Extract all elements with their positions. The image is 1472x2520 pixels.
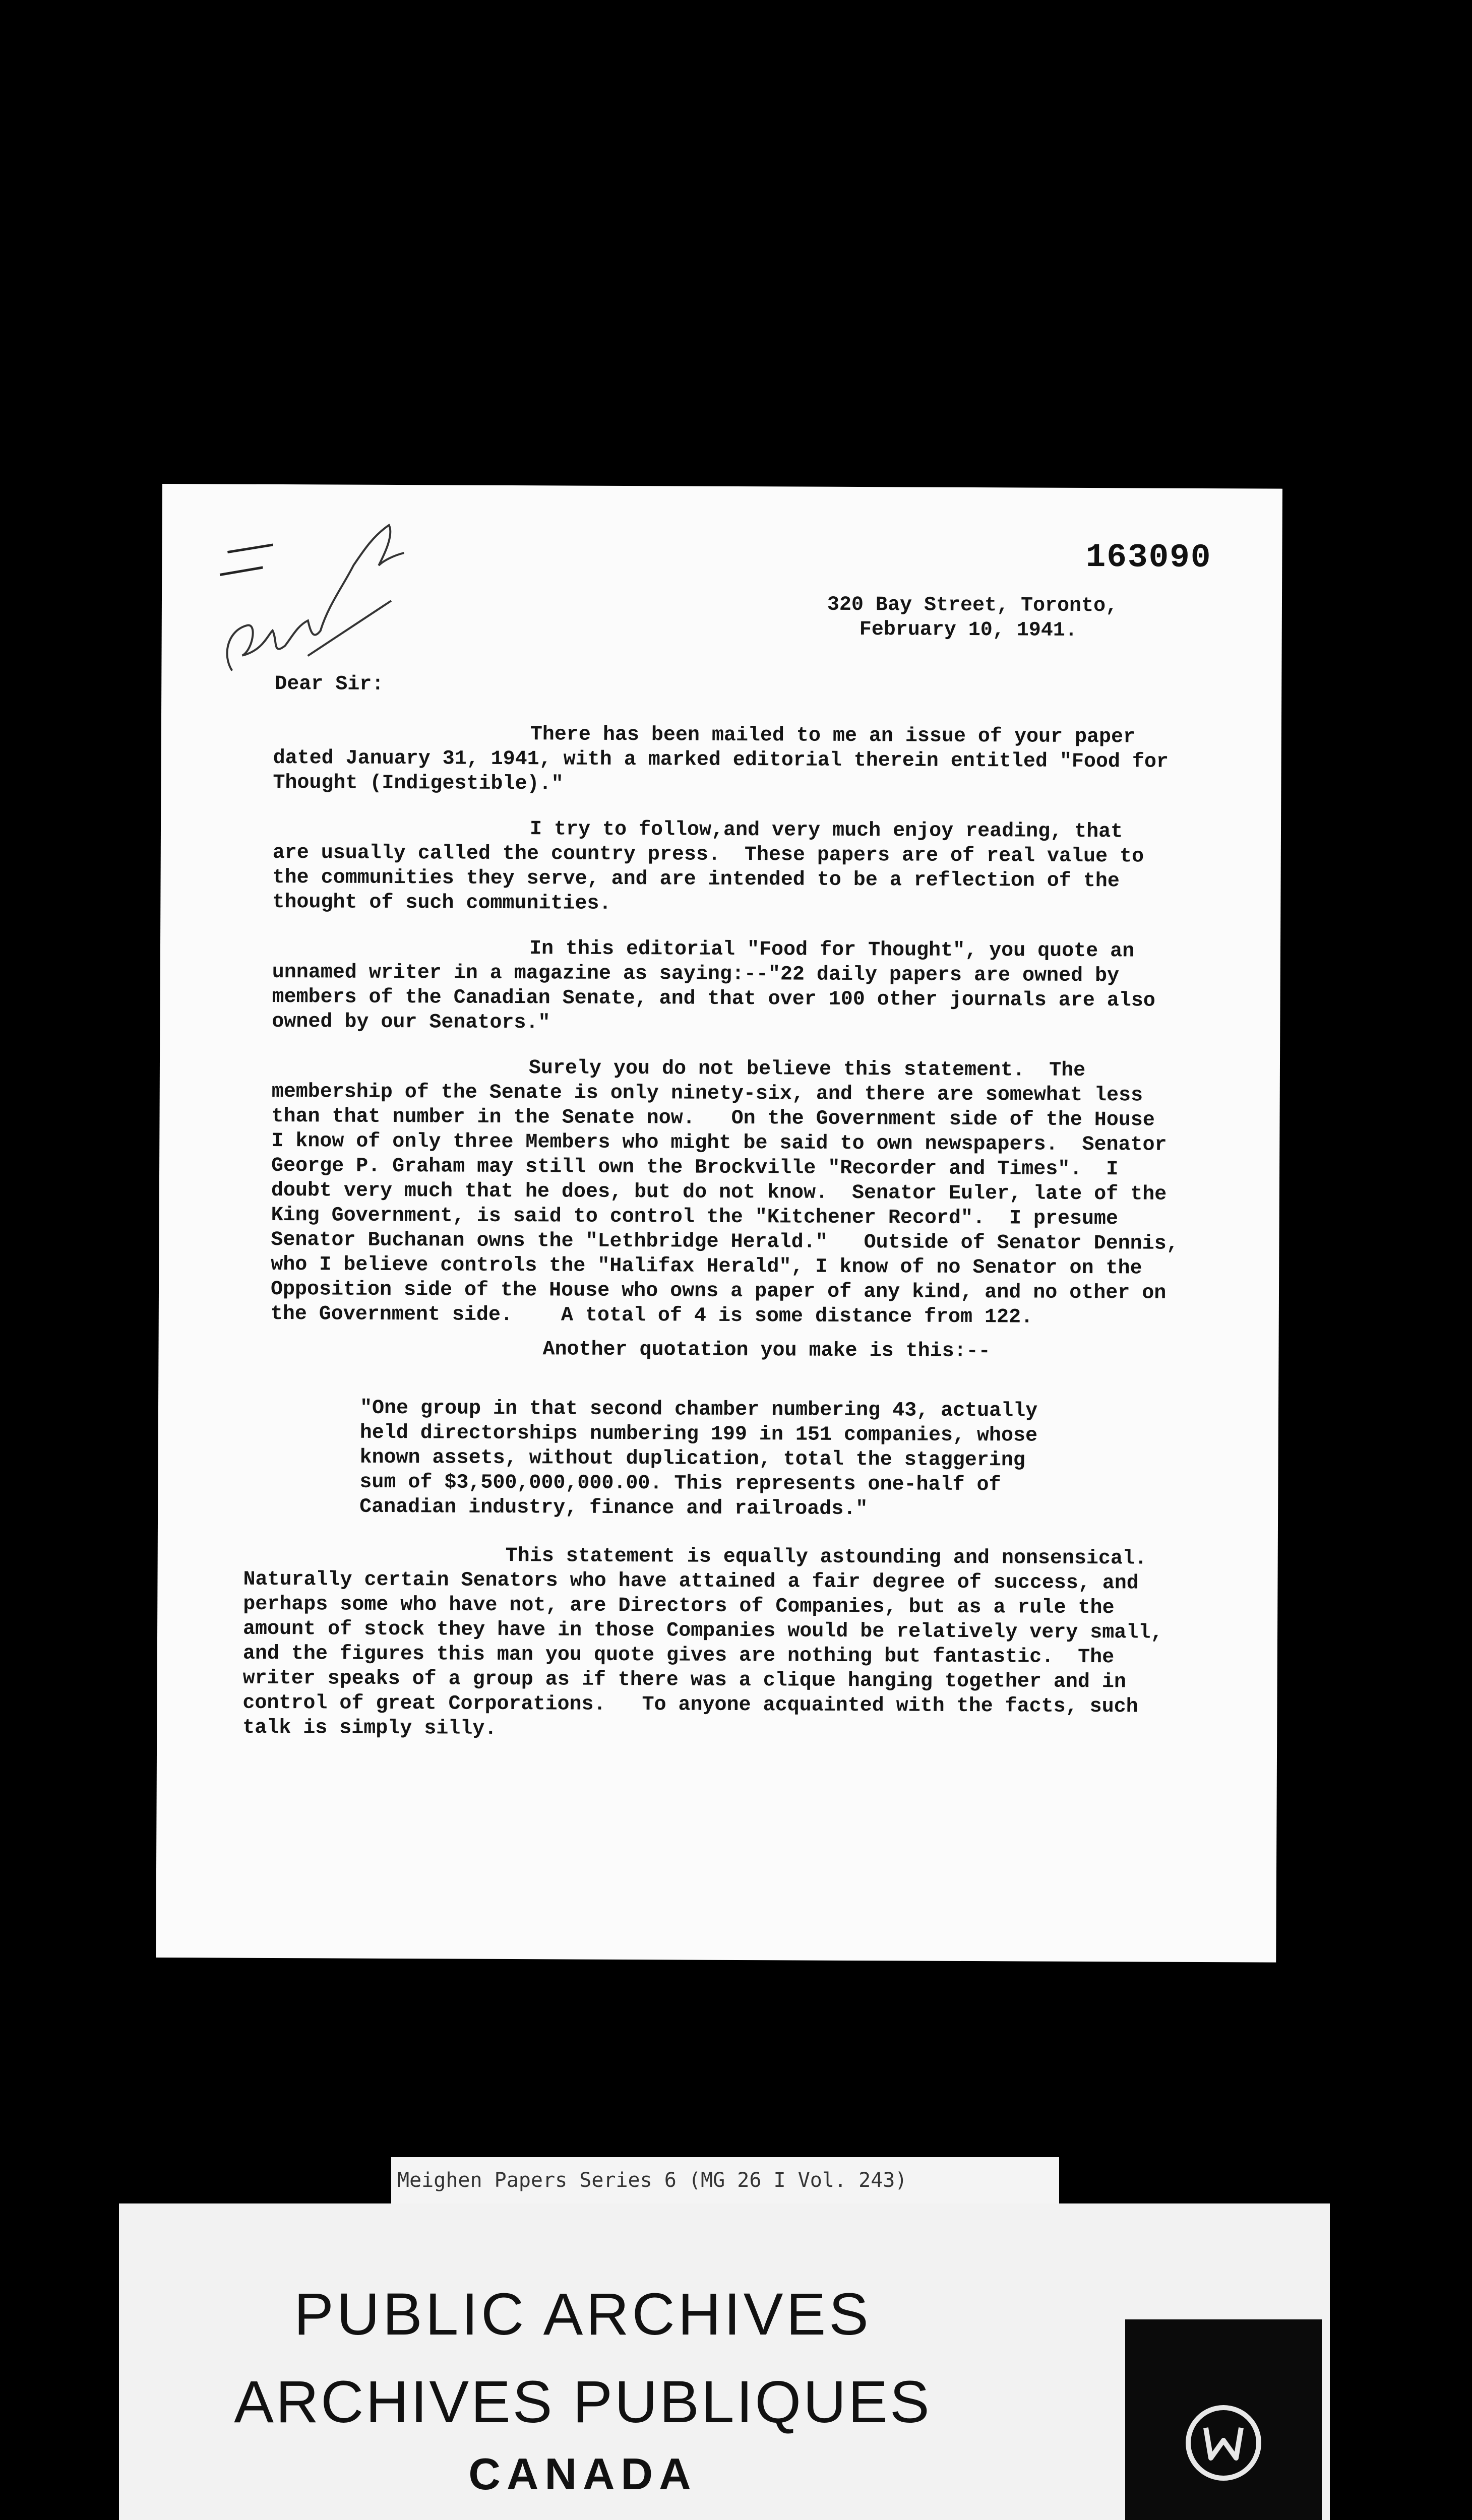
paragraph-1 bbox=[273, 721, 1169, 799]
text-line: thought of such communities. bbox=[272, 891, 611, 915]
text-line: talk is simply silly. bbox=[242, 1716, 497, 1740]
quoted-passage bbox=[359, 1396, 1037, 1523]
archives-seal-icon bbox=[1181, 2400, 1266, 2486]
text-line: Surely you do not believe this statement. The bbox=[528, 1057, 1086, 1083]
date-line: February 10, 1941. bbox=[859, 618, 1077, 642]
paragraph-4 bbox=[271, 1055, 1180, 1331]
text-line: Thought (Indigestible)." bbox=[273, 771, 564, 796]
text-line: There has been mailed to me an issue of your paper bbox=[530, 723, 1136, 749]
text-line: unnamed writer in a magazine as saying:--"22 daily papers are owned by bbox=[272, 961, 1120, 988]
text-line: the communities they serve, and are intended to be a reflection of the bbox=[272, 866, 1120, 893]
text-line: members of the Canadian Senate, and that over 100 other journals are also bbox=[272, 985, 1155, 1013]
text-line: doubt very much that he does, but do not know. Senator Euler, late of the bbox=[271, 1179, 1167, 1206]
collection-label: Meighen Papers Series 6 (MG 26 I Vol. 243) bbox=[391, 2157, 1059, 2203]
salutation: Dear Sir: bbox=[275, 672, 384, 696]
quote-line: held directorships numbering 199 in 151 companies, whose bbox=[359, 1421, 1038, 1447]
text-line: Naturally certain Senators who have attained a fair degree of success, and bbox=[243, 1568, 1139, 1595]
text-line: amount of stock they have in those Companies would be relatively very small, bbox=[242, 1617, 1163, 1645]
text-line: control of great Corporations. To anyone acquainted with the facts, such bbox=[242, 1691, 1138, 1719]
quote-line: "One group in that second chamber numbering 43, actually bbox=[359, 1397, 1038, 1423]
text-line: Opposition side of the House who owns a paper of any kind, and no other on bbox=[270, 1278, 1167, 1305]
sender-address bbox=[827, 593, 1118, 644]
text-line: dated January 31, 1941, with a marked editorial therein entitled "Food for bbox=[273, 746, 1169, 774]
text-line: In this editorial "Food for Thought", you quote an bbox=[529, 937, 1135, 963]
quote-line: known assets, without duplication, total the staggering bbox=[359, 1446, 1025, 1472]
paragraph-5 bbox=[270, 1336, 990, 1364]
text-line: This statement is equally astounding and nonsensical. bbox=[505, 1544, 1147, 1570]
quote-line: Canadian industry, finance and railroads." bbox=[359, 1495, 868, 1521]
text-line: and the figures this man you quote gives are nothing but fantastic. The bbox=[242, 1642, 1115, 1669]
text-line: than that number in the Senate now. On the Government side of the House bbox=[271, 1105, 1155, 1132]
text-line: Senator Buchanan owns the "Lethbridge Herald." Outside of Senator Dennis, bbox=[271, 1228, 1179, 1255]
text-line: Another quotation you make is this:-- bbox=[542, 1338, 991, 1363]
paragraph-6 bbox=[242, 1543, 1163, 1744]
text-line: George P. Graham may still own the Brockville "Recorder and Times". I bbox=[271, 1154, 1119, 1181]
archive-country: CANADA bbox=[468, 2449, 697, 2499]
text-line: King Government, is said to control the "Kitchener Record". I presume bbox=[271, 1204, 1119, 1231]
text-line: perhaps some who have not, are Directors of Companies, but as a rule the bbox=[243, 1593, 1115, 1620]
paragraph-3 bbox=[272, 935, 1155, 1038]
archive-logo-panel bbox=[1125, 2319, 1322, 2520]
text-line: writer speaks of a group as if there was a clique hanging together and in bbox=[242, 1667, 1127, 1694]
text-line: the Government side. A total of 4 is some distance from 122. bbox=[270, 1302, 1033, 1329]
text-line: I try to follow,and very much enjoy reading, that bbox=[529, 818, 1123, 844]
handwritten-note bbox=[192, 504, 414, 686]
document-number: 163090 bbox=[1085, 538, 1212, 577]
text-line: I know of only three Members who might be said to own newspapers. Senator bbox=[271, 1129, 1167, 1157]
quote-line: sum of $3,500,000,000.00. This represents one-half of bbox=[359, 1471, 1001, 1497]
text-line: who I believe controls the "Halifax Herald", I know of no Senator on the bbox=[271, 1253, 1142, 1280]
paragraph-2 bbox=[272, 816, 1144, 919]
address-line: 320 Bay Street, Toronto, bbox=[827, 593, 1118, 618]
text-line: membership of the Senate is only ninety-six, and there are somewhat less bbox=[271, 1080, 1143, 1107]
archives-card bbox=[119, 2203, 1330, 2520]
archive-title-en: PUBLIC ARCHIVES bbox=[294, 2281, 872, 2348]
archive-title-fr: ARCHIVES PUBLIQUES bbox=[234, 2369, 932, 2435]
text-line: are usually called the country press. These papers are of real value to bbox=[272, 841, 1144, 868]
letter-page bbox=[156, 484, 1282, 1963]
text-line: owned by our Senators." bbox=[272, 1010, 550, 1035]
